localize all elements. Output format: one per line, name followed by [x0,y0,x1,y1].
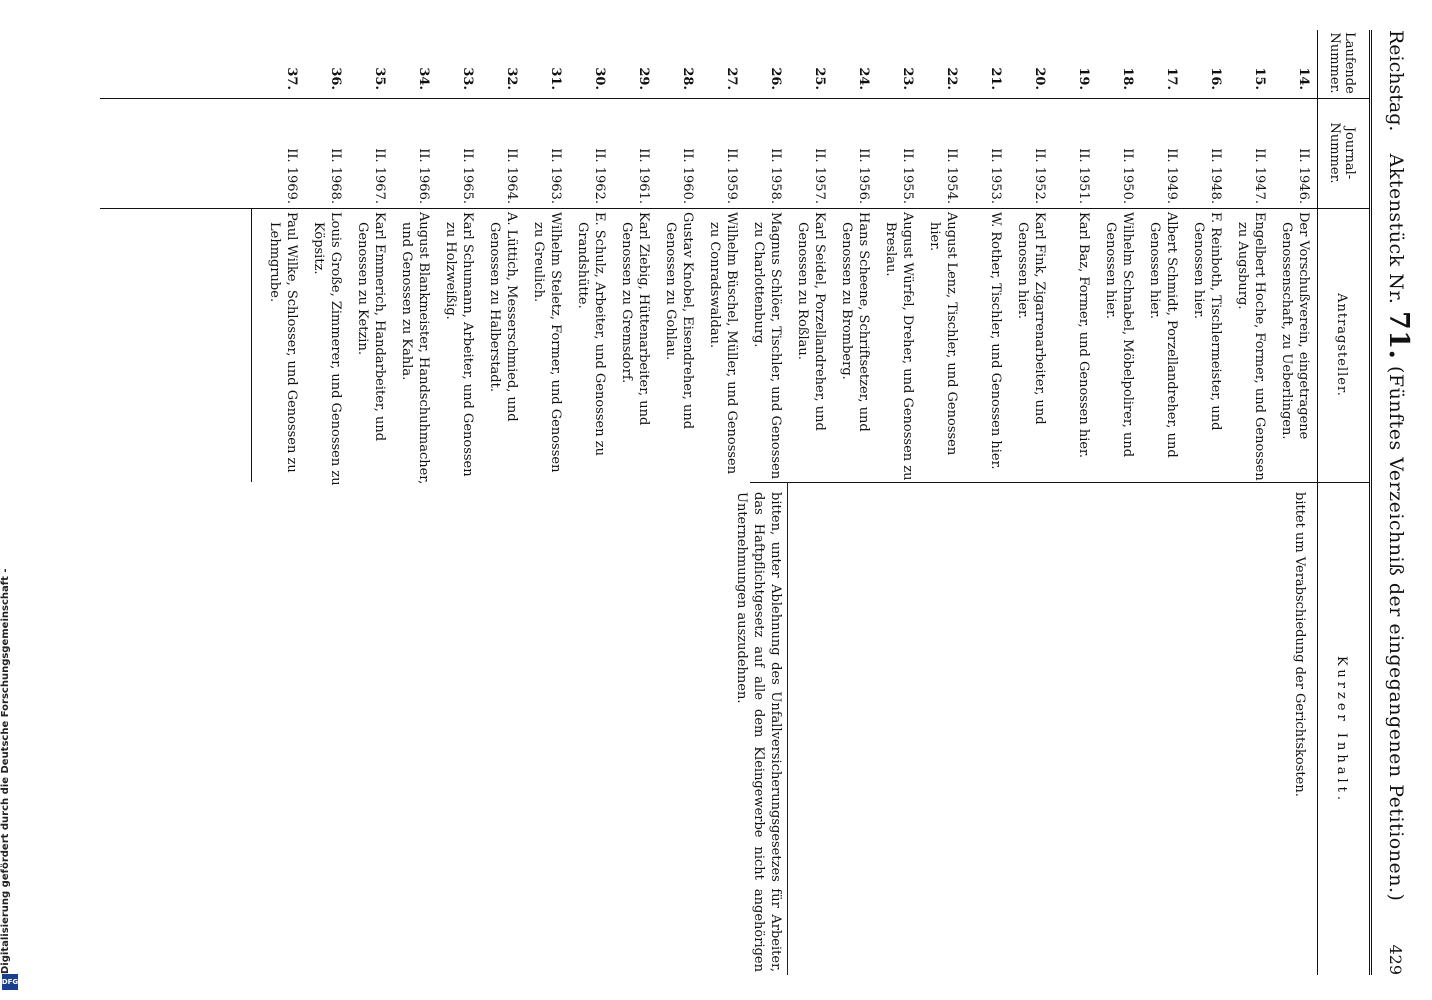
antragsteller: Karl Schumann, Arbeiter, und Genossen zu Holzweißig. [443,212,475,477]
table-row [920,0,960,1000]
antragsteller: Karl Seidel, Porzellandreher, und Genossen zu Roßlau. [795,212,827,431]
digitization-note [0,568,22,994]
antragsteller: Louis Große, Zimmerer, und Genossen zu Köpsitz. [311,212,343,486]
header-reichstag: Reichstag. [1385,30,1407,132]
laufende-nummer: 19. [1076,67,1091,90]
table-row [392,0,432,1000]
table-row [1008,0,1048,1000]
table-row [436,0,476,1000]
antragsteller: A. Lüttich, Messerschmied, und Genossen zu Halberstadt. [487,212,519,422]
table-row [1096,0,1136,1000]
laufende-nummer: 14. [1296,67,1311,90]
table-row [1140,0,1180,1000]
journal-nummer: II. 1956. [856,148,871,204]
journal-nummer: II. 1964. [504,148,519,204]
dfg-logo-icon: DFG [2,974,18,990]
journal-nummer: II. 1963. [548,148,563,204]
table-row [524,0,564,1000]
column-header-rule [1317,30,1318,975]
inhalt-divider [787,482,788,975]
table-row [1052,0,1092,1000]
journal-nummer: II. 1966. [416,148,431,204]
column-header-laufende: Laufende Nummer. [1327,32,1357,94]
page-header [1383,30,1414,975]
inhalt-second: bitten, unter Ablehnung des Unfallversicherungsgesetzes für Arbeiter, das Haftpflichtgesetz auf alle dem Kleingewerbe nicht angehörigen Unternehmungen auszudehnen. [734,492,783,972]
table-row [1228,0,1268,1000]
laufende-nummer: 23. [900,67,915,90]
inhalt-first: bittet um Verabschiedung der Gerichtskosten. [1292,492,1307,797]
laufende-nummer: 33. [460,67,475,90]
laufende-nummer: 28. [680,67,695,90]
antragsteller: August Lenz, Tischler, und Genossen hier. [927,212,959,456]
antragsteller: E. Schulz, Arbeiter, und Genossen zu Grandshütte. [575,212,607,456]
journal-nummer: II. 1968. [328,148,343,204]
table-bottom-rule [251,208,252,482]
journal-nummer: II. 1965. [460,148,475,204]
journal-nummer: II. 1949. [1164,148,1179,204]
table-row [260,0,300,1000]
journal-nummer: II. 1950. [1120,148,1135,204]
laufende-nummer: 16. [1208,67,1223,90]
laufende-nummer: 18. [1120,67,1135,90]
antragsteller: Karl Emmerich, Handarbeiter, und Genossen zu Ketzin. [355,212,387,442]
antragsteller: August Würfel, Dreher, und Genossen zu Breslau. [883,212,915,481]
antragsteller: Karl Baz, Former, und Genossen hier. [1076,212,1091,458]
header-rule [1369,30,1372,975]
laufende-nummer: 21. [988,67,1003,90]
laufende-nummer: 35. [372,67,387,90]
table-row [964,0,1004,1000]
journal-nummer: II. 1967. [372,148,387,204]
journal-nummer: II. 1947. [1252,148,1267,204]
journal-nummer: II. 1954. [944,148,959,204]
antragsteller: Gustav Knobel, Eisendreher, und Genossen zu Gohlau. [663,212,695,430]
laufende-nummer: 15. [1252,67,1267,90]
laufende-nummer: 30. [592,67,607,90]
antragsteller: Karl Fink, Zigarrenarbeiter, und Genossen hier. [1015,212,1047,425]
table-row [788,0,828,1000]
antragsteller: W. Rother, Tischler, und Genossen hier. [988,212,1003,470]
laufende-nummer: 27. [724,67,739,90]
table-row [1184,0,1224,1000]
antragsteller: Albert Schmidt, Porzellandreher, und Genossen hier. [1147,212,1179,458]
digitization-note-text: Digitalisierung gefördert durch die Deutsche Forschungsgemeinschaft - [0,568,11,974]
column-header-antragsteller: Antragsteller. [1334,293,1350,397]
table-row [876,0,916,1000]
table-row [832,0,872,1000]
journal-nummer: II. 1962. [592,148,607,204]
column-header-journal: Journal-Nummer. [1327,122,1357,184]
table-row [348,0,388,1000]
header-title [1383,140,1414,915]
column-header-inhalt: Kurzer Inhalt. [1334,655,1350,805]
antragsteller: Magnus Schlöer, Tischler, und Genossen zu Charlottenburg. [751,212,783,480]
laufende-nummer: 26. [768,67,783,90]
antragsteller: Wilhelm Schnabel, Möbelpolirer, und Genossen hier. [1103,212,1135,458]
laufende-nummer: 37. [284,67,299,90]
laufende-nummer: 20. [1032,67,1047,90]
antragsteller: August Blankmeister, Handschuhmacher, und Genossen zu Kahla. [399,212,431,485]
journal-nummer: II. 1961. [636,148,651,204]
laufende-nummer: 22. [944,67,959,90]
journal-nummer: II. 1969. [284,148,299,204]
journal-nummer: II. 1955. [900,148,915,204]
laufende-nummer: 29. [636,67,651,90]
page-number: 429 [1386,944,1405,975]
table-row [568,0,608,1000]
journal-nummer: II. 1946. [1296,148,1311,204]
header-document-number: 71. [1383,310,1414,360]
laufende-nummer: 31. [548,67,563,90]
antragsteller: Engelbert Hoche, Former, und Genossen zu Augsburg. [1235,212,1267,481]
journal-nummer: II. 1957. [812,148,827,204]
laufende-nummer: 36. [328,67,343,90]
laufende-nummer: 34. [416,67,431,90]
journal-nummer: II. 1959. [724,148,739,204]
document-page [100,0,1420,1000]
laufende-nummer: 24. [856,67,871,90]
journal-nummer: II. 1948. [1208,148,1223,204]
journal-nummer: II. 1953. [988,148,1003,204]
journal-nummer: II. 1958. [768,148,783,204]
antragsteller: Hans Scheene, Schriftsetzer, und Genossen zu Bromberg. [839,212,871,432]
table-row [656,0,696,1000]
table-row [480,0,520,1000]
header-title-prefix: Aktenstück Nr. [1385,153,1407,305]
laufende-nummer: 17. [1164,67,1179,90]
table-row [612,0,652,1000]
antragsteller: F. Reinboth, Tischlermeister, und Genossen hier. [1191,212,1223,431]
antragsteller: Der Vorschußverein, eingetragene Genossenschaft, zu Ueberlingen. [1279,212,1311,440]
antragsteller: Paul Wilke, Schlosser, und Genossen zu Lehmgrube. [267,212,299,473]
laufende-nummer: 25. [812,67,827,90]
journal-nummer: II. 1960. [680,148,695,204]
header-title-suffix: (Fünftes Verzeichniß der eingegangenen Petitionen.) [1385,365,1407,902]
table-row [304,0,344,1000]
antragsteller: Wilhelm Büschel, Müller, und Genossen zu Conradswaldau. [707,212,739,475]
laufende-nummer: 32. [504,67,519,90]
journal-nummer: II. 1952. [1032,148,1047,204]
journal-nummer: II. 1951. [1076,148,1091,204]
antragsteller: Karl Ziebig, Hüttenarbeiter, und Genossen zu Gremsdorf. [619,212,651,426]
antragsteller: Wilhelm Steletz, Former, und Genossen zu Greulich. [531,212,563,473]
